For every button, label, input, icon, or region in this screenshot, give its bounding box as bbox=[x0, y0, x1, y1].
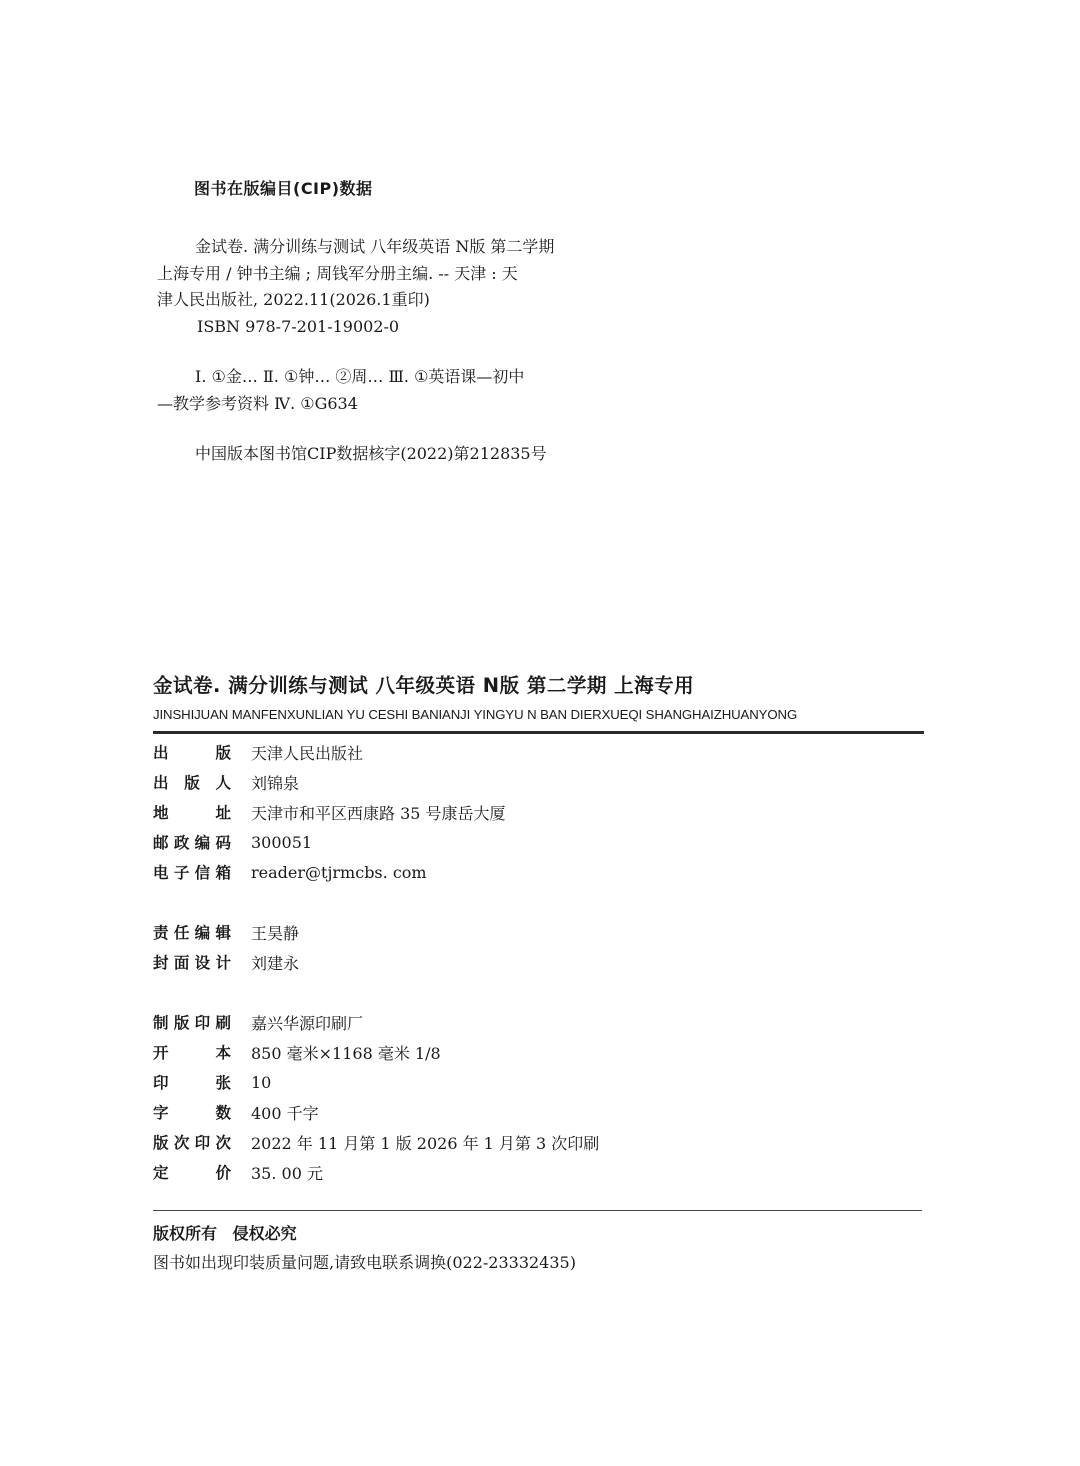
info-label-char: 邮 bbox=[153, 834, 169, 852]
info-label-char: 政 bbox=[173, 834, 190, 852]
info-row-issuer bbox=[153, 770, 299, 794]
info-label-char: 箱 bbox=[215, 864, 231, 882]
info-row-cover-design bbox=[153, 950, 299, 974]
info-value: 嘉兴华源印刷厂 bbox=[251, 1013, 364, 1033]
info-value: 850 毫米×1168 毫米 1/8 bbox=[251, 1043, 441, 1063]
info-label-char: 址 bbox=[215, 804, 231, 822]
info-row-word-count bbox=[153, 1100, 319, 1124]
info-label-char: 辑 bbox=[215, 924, 231, 942]
info-label-char: 次 bbox=[173, 1134, 190, 1152]
info-label bbox=[153, 741, 231, 763]
info-row-address bbox=[153, 800, 506, 824]
book-title-pinyin: JINSHIJUAN MANFENXUNLIAN YU CESHI BANIANJI YINGYU N BAN DIERXUEQI SHANGHAIZHUANYONG bbox=[153, 707, 798, 722]
info-label-char: 印 bbox=[194, 1014, 211, 1032]
info-label bbox=[153, 1161, 231, 1183]
info-value: 刘建永 bbox=[251, 953, 300, 973]
info-row-printer bbox=[153, 1010, 363, 1034]
info-value: 35. 00 元 bbox=[251, 1163, 323, 1183]
cip-entry-line: 津人民出版社, 2022.11(2026.1重印) bbox=[157, 290, 430, 309]
info-label-char: 版 bbox=[153, 1134, 169, 1152]
info-label bbox=[153, 831, 231, 853]
info-label-char: 张 bbox=[215, 1074, 231, 1092]
rights-note: 图书如出现印装质量问题,请致电联系调换(022-23332435) bbox=[153, 1253, 576, 1272]
info-value: 300051 bbox=[251, 832, 313, 852]
info-label-char: 封 bbox=[153, 954, 169, 972]
info-label-char: 次 bbox=[215, 1134, 231, 1152]
info-label bbox=[153, 921, 231, 943]
info-label-char: 本 bbox=[215, 1044, 231, 1062]
info-row-editor bbox=[153, 920, 299, 944]
info-label bbox=[153, 801, 231, 823]
info-label-char: 版 bbox=[173, 1014, 190, 1032]
cip-library-note: 中国版本图书馆CIP数据核字(2022)第212835号 bbox=[195, 444, 547, 463]
info-row-edition bbox=[153, 1130, 599, 1154]
cip-isbn: ISBN 978-7-201-19002-0 bbox=[197, 316, 400, 336]
info-label-char: 地 bbox=[153, 804, 169, 822]
info-label bbox=[153, 1071, 231, 1093]
info-label-char: 人 bbox=[215, 774, 231, 792]
cip-subject-line: —教学参考资料 Ⅳ. ①G634 bbox=[157, 393, 358, 413]
info-label bbox=[153, 861, 231, 883]
info-label-char: 计 bbox=[215, 954, 231, 972]
info-label-char: 出 bbox=[153, 774, 169, 792]
info-label-char: 信 bbox=[194, 864, 211, 882]
info-label-char: 字 bbox=[153, 1104, 169, 1122]
cip-entry-line: 金试卷. 满分训练与测试 八年级英语 N版 第二学期 bbox=[195, 237, 555, 256]
info-label-char: 子 bbox=[173, 864, 190, 882]
info-value: 10 bbox=[251, 1072, 272, 1092]
info-label-char: 版 bbox=[215, 744, 231, 762]
info-label-char: 版 bbox=[184, 774, 200, 792]
info-label-char: 印 bbox=[194, 1134, 211, 1152]
info-value: reader@tjrmcbs. com bbox=[251, 862, 427, 882]
info-row-sheets bbox=[153, 1070, 271, 1094]
info-label-char: 任 bbox=[173, 924, 190, 942]
rights-label: 侵权必究 bbox=[232, 1224, 297, 1243]
info-label bbox=[153, 1131, 231, 1153]
info-value: 刘锦泉 bbox=[251, 773, 300, 793]
info-value: 天津市和平区西康路 35 号康岳大厦 bbox=[251, 803, 506, 823]
info-label bbox=[153, 1101, 231, 1123]
info-label bbox=[153, 1011, 231, 1033]
info-row-postcode bbox=[153, 830, 312, 854]
info-row-publisher bbox=[153, 740, 363, 764]
cip-subject-line: Ⅰ. ①金… Ⅱ. ①钟… ②周… Ⅲ. ①英语课—初中 bbox=[195, 367, 525, 386]
info-label-char: 出 bbox=[153, 744, 169, 762]
info-label-char: 面 bbox=[173, 954, 190, 972]
info-label-char: 定 bbox=[153, 1164, 169, 1182]
info-value: 400 千字 bbox=[251, 1103, 319, 1123]
info-label-char: 开 bbox=[153, 1044, 169, 1062]
info-label bbox=[153, 951, 231, 973]
info-label-char: 印 bbox=[153, 1074, 169, 1092]
info-label bbox=[153, 771, 231, 793]
info-label-char: 刷 bbox=[215, 1014, 231, 1032]
info-value: 2022 年 11 月第 1 版 2026 年 1 月第 3 次印刷 bbox=[251, 1133, 600, 1153]
rights-label: 版权所有 bbox=[153, 1224, 218, 1243]
info-label-char: 编 bbox=[194, 924, 211, 942]
rights-heading bbox=[153, 1221, 297, 1244]
cip-entry-line: 上海专用 / 钟书主编 ; 周钱军分册主编. -- 天津 : 天 bbox=[157, 263, 518, 283]
info-label-char: 编 bbox=[194, 834, 211, 852]
info-label-char: 责 bbox=[153, 924, 169, 942]
info-label bbox=[153, 1041, 231, 1063]
info-value: 王昊静 bbox=[251, 923, 300, 943]
book-title: 金试卷. 满分训练与测试 八年级英语 N版 第二学期 上海专用 bbox=[153, 674, 695, 697]
title-divider bbox=[153, 731, 924, 734]
info-label-char: 制 bbox=[153, 1014, 169, 1032]
info-row-email bbox=[153, 860, 427, 884]
info-label-char: 码 bbox=[215, 834, 231, 852]
info-row-price bbox=[153, 1160, 323, 1184]
cip-body bbox=[157, 234, 647, 468]
info-row-format bbox=[153, 1040, 441, 1064]
cip-heading: 图书在版编目(CIP)数据 bbox=[194, 179, 373, 198]
info-label-char: 电 bbox=[153, 864, 169, 882]
rights-divider bbox=[153, 1210, 922, 1211]
info-label-char: 价 bbox=[215, 1164, 231, 1182]
info-label-char: 设 bbox=[194, 954, 211, 972]
info-label-char: 数 bbox=[215, 1104, 231, 1122]
info-value: 天津人民出版社 bbox=[251, 743, 364, 763]
